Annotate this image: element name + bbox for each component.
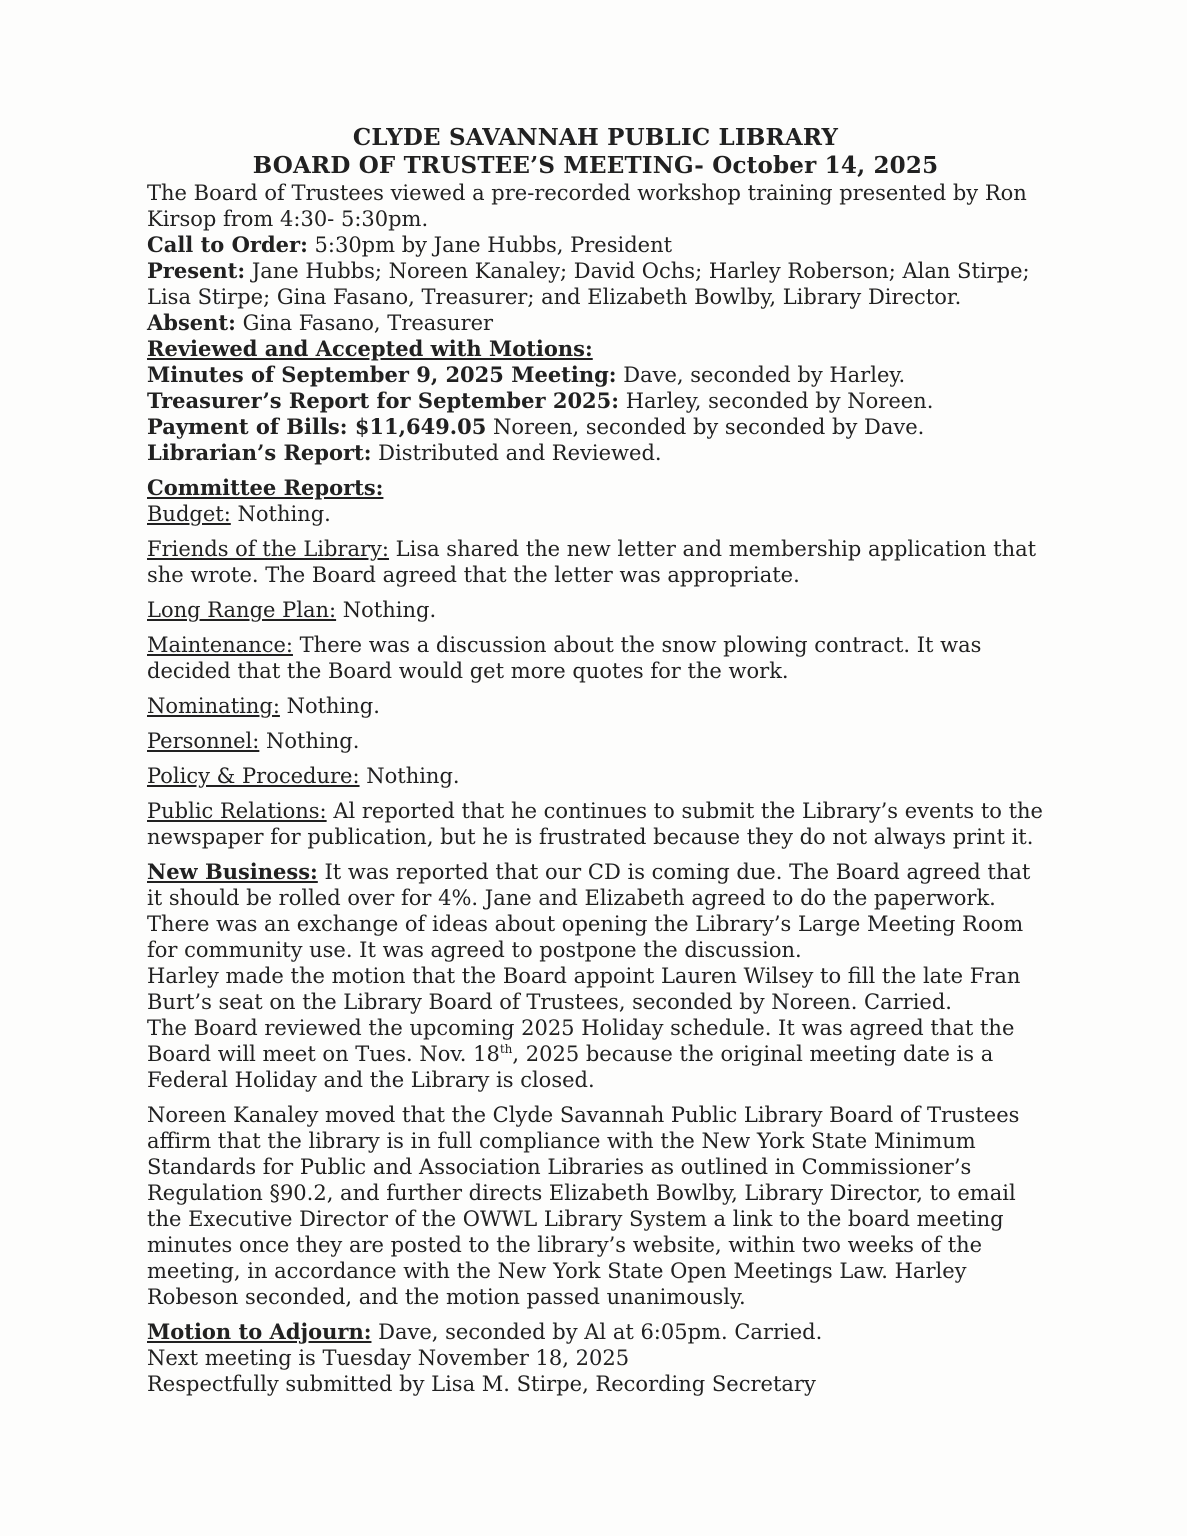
committee-long-range-label: Long Range Plan:	[147, 598, 337, 622]
committee-budget-label: Budget:	[147, 502, 231, 526]
absent-text: Gina Fasano, Treasurer	[242, 311, 494, 335]
committee-policy-label: Policy & Procedure:	[147, 764, 360, 788]
new-business-line2: There was an exchange of ideas about opening the Library’s Large Meeting Room for community use. It was agreed to postpone the discussion.	[147, 912, 1024, 962]
submitted-by-line: Respectfully submitted by Lisa M. Stirpe, Recording Secretary	[147, 1372, 816, 1396]
committee-maintenance-text: There was a discussion about the snow plowing contract. It was decided that the Board would get more quotes for the work.	[147, 633, 982, 683]
compliance-motion-paragraph: Noreen Kanaley moved that the Clyde Savannah Public Library Board of Trustees affirm that the library is in full compliance with the New York State Minimum Standards for Public and Association Libraries as outlined in Commissioner’s Regulation §90.2, and further directs Elizabeth Bowlby, Library Director, to email the Executive Director of the OWWL Library System a link to the board meeting minutes once they are posted to the library’s website, within two weeks of the meeting, in accordance with the New York State Open Meetings Law. Harley Robeson seconded, and the motion passed unanimously.	[147, 1103, 1020, 1309]
committee-maintenance-label: Maintenance:	[147, 633, 293, 657]
committee-nominating-line	[147, 693, 1044, 719]
reviewed-accepted-heading	[147, 336, 1044, 362]
new-business-line4	[147, 1015, 1044, 1093]
committee-reports-heading	[147, 475, 1044, 501]
committee-long-range-text: Nothing.	[342, 598, 437, 622]
document-title-line1: CLYDE SAVANNAH PUBLIC LIBRARY	[352, 124, 839, 151]
librarians-report-line	[147, 440, 1044, 466]
payment-of-bills-label: Payment of Bills: $11,649.05	[147, 414, 487, 439]
absent-label: Absent:	[147, 310, 236, 335]
committee-policy-line	[147, 763, 1044, 789]
librarians-report-label: Librarian’s Report:	[147, 440, 372, 465]
call-to-order-label: Call to Order:	[147, 232, 308, 257]
absent-line	[147, 310, 1044, 336]
new-business-text4-pre: The Board reviewed the upcoming 2025 Holiday schedule. It was agreed that the Board will meet on Tues. Nov. 18	[147, 1016, 1015, 1066]
payment-of-bills-text: Noreen, seconded by seconded by Dave.	[493, 415, 925, 439]
motion-to-adjourn-label: Motion to Adjourn:	[147, 1319, 372, 1344]
committee-public-relations-text: Al reported that he continues to submit the Library’s events to the newspaper for publication, but he is frustrated because they do not always print it.	[147, 799, 1043, 849]
committee-nominating-label: Nominating:	[147, 694, 280, 718]
committee-budget-text: Nothing.	[237, 502, 331, 526]
motion-to-adjourn-text: Dave, seconded by Al at 6:05pm. Carried.	[378, 1320, 823, 1344]
new-business-line1	[147, 859, 1044, 911]
call-to-order-text: 5:30pm by Jane Hubbs, President	[314, 233, 673, 257]
committee-nominating-text: Nothing.	[286, 694, 380, 718]
committee-public-relations-label: Public Relations:	[147, 799, 327, 823]
payment-of-bills-line	[147, 414, 1044, 440]
committee-personnel-label: Personnel:	[147, 729, 260, 753]
minutes-document	[147, 124, 1044, 1397]
committee-maintenance-line	[147, 632, 1044, 684]
reviewed-accepted-heading-text: Reviewed and Accepted with Motions:	[147, 336, 593, 361]
present-label: Present:	[147, 258, 246, 283]
new-business-label: New Business:	[147, 859, 318, 884]
committee-budget-line	[147, 501, 1044, 527]
committee-friends-line	[147, 536, 1044, 588]
librarians-report-text: Distributed and Reviewed.	[378, 441, 662, 465]
minutes-motion-label: Minutes of September 9, 2025 Meeting:	[147, 362, 617, 387]
ordinal-superscript: th	[499, 1042, 513, 1056]
treasurers-report-text: Harley, seconded by Noreen.	[625, 389, 934, 413]
intro-paragraph: The Board of Trustees viewed a pre-recorded workshop training presented by Ron Kirsop from 4:30- 5:30pm.	[147, 181, 1027, 231]
next-meeting-line: Next meeting is Tuesday November 18, 2025	[147, 1346, 630, 1370]
new-business-block	[147, 859, 1044, 1093]
committee-friends-text: Lisa shared the new letter and membership application that she wrote. The Board agreed that the letter was appropriate.	[147, 537, 1037, 587]
committee-friends-label: Friends of the Library:	[147, 537, 389, 561]
treasurers-report-line	[147, 388, 1044, 414]
committee-long-range-line	[147, 597, 1044, 623]
present-text: Jane Hubbs; Noreen Kanaley; David Ochs; Harley Roberson; Alan Stirpe; Lisa Stirpe; Gina Fasano, Treasurer; and Elizabeth Bowlby, Library Director.	[147, 259, 1030, 309]
treasurers-report-label: Treasurer’s Report for September 2025:	[147, 388, 620, 413]
committee-reports-heading-text: Committee Reports:	[147, 475, 384, 500]
present-line	[147, 258, 1044, 310]
new-business-text1: It was reported that our CD is coming due. The Board agreed that it should be rolled over for 4%. Jane and Elizabeth agreed to do the paperwork.	[147, 860, 1031, 910]
call-to-order-line	[147, 232, 1044, 258]
committee-policy-text: Nothing.	[366, 764, 460, 788]
committee-personnel-text: Nothing.	[266, 729, 360, 753]
minutes-motion-text: Dave, seconded by Harley.	[623, 363, 906, 387]
motion-to-adjourn-line	[147, 1319, 1044, 1345]
committee-personnel-line	[147, 728, 1044, 754]
new-business-line3: Harley made the motion that the Board appoint Lauren Wilsey to fill the late Fran Burt’s seat on the Library Board of Trustees, seconded by Noreen. Carried.	[147, 964, 1021, 1014]
new-business-text4-post: , 2025 because the original meeting date is a Federal Holiday and the Library is closed.	[147, 1042, 994, 1092]
minutes-motion-line	[147, 362, 1044, 388]
document-title-line2: BOARD OF TRUSTEE’S MEETING- October 14, 2025	[252, 152, 939, 179]
committee-public-relations-line	[147, 798, 1044, 850]
